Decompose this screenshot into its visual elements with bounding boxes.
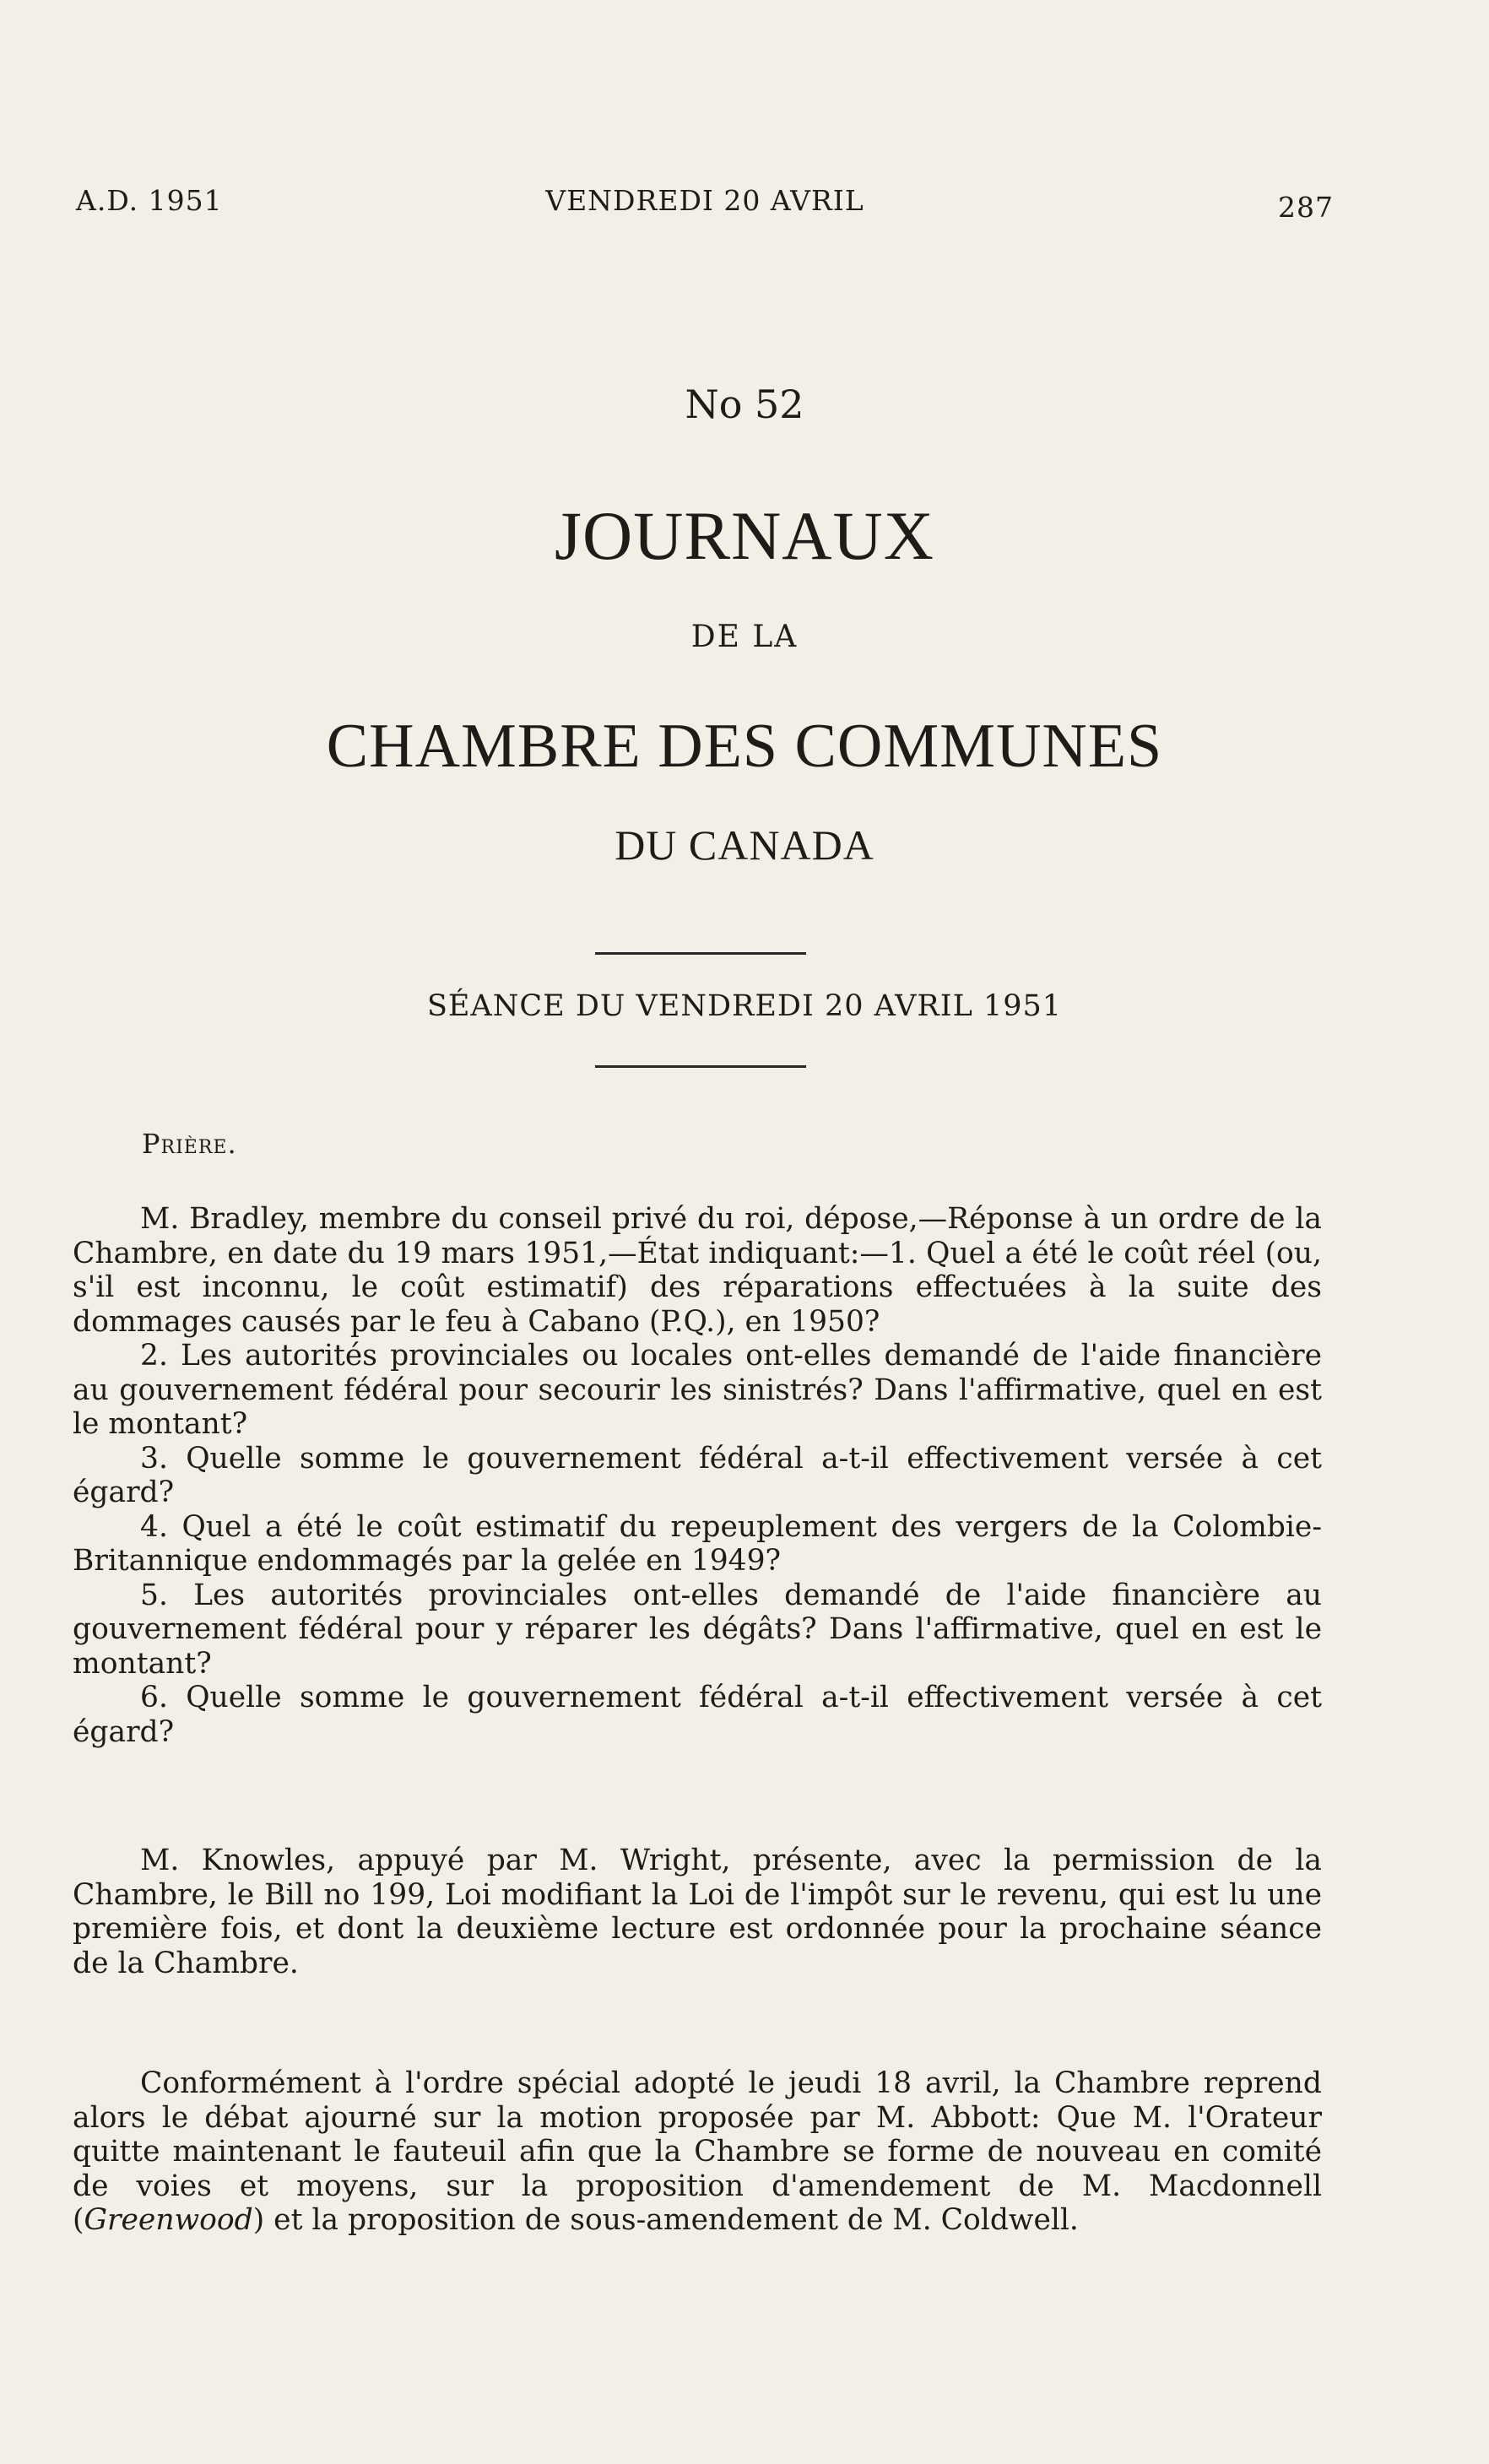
page-number: 287 [1278, 191, 1334, 224]
return-question: 3. Quelle somme le gouvernement fédéral a-t-il effectivement versée à cet égard? [73, 1441, 1322, 1509]
return-question: 4. Quel a été le coût estimatif du repeuplement des vergers de la Colombie-Britannique endommagés par la gelée en 1949? [73, 1509, 1322, 1578]
journal-title: JOURNAUX [555, 497, 934, 574]
debate-paragraph [73, 2066, 1322, 2238]
house-name: CHAMBRE DES COMMUNES [326, 712, 1163, 781]
debate-text: Conformément à l'ordre spécial adopté le jeudi 18 avril, la Chambre reprend alors le débat ajourné sur la motion proposée par M. Abbott: Que M. l'Orateur quitte maintenant le fauteuil afin que la Chambre se forme de nouveau en comité de voies et moyens, sur la proposition d'amendement de M. Macdonnell ( [73, 2066, 1322, 2237]
country-name: DU CANADA [615, 821, 874, 869]
prayers-heading: Prière. [142, 1128, 237, 1160]
riding-name: Greenwood [84, 2203, 253, 2237]
header-year: A.D. 1951 [76, 184, 223, 217]
running-header [76, 184, 1334, 226]
debate-section [73, 2066, 1322, 2238]
return-tabled-section [73, 1202, 1322, 1749]
divider-rule [595, 952, 806, 955]
return-paragraph: M. Bradley, membre du conseil privé du roi, dépose,—Réponse à un ordre de la Chambre, en date du 19 mars 1951,—État indiquant:—1. Quel a été le coût réel (ou, s'il est inconnu, le coût estimatif) des réparations effectuées à la suite des dommages causés par le feu à Cabano (P.Q.), en 1950? [73, 1202, 1322, 1339]
debate-text-end: ) et la proposition de sous-amendement de M. Coldwell. [252, 2203, 1079, 2237]
title-connector: DE LA [690, 620, 799, 654]
divider-rule [595, 1065, 806, 1068]
bill-introduction-section [73, 1844, 1322, 1980]
header-date: VENDREDI 20 AVRIL [545, 184, 864, 217]
bill-paragraph: M. Knowles, appuyé par M. Wright, présente, avec la permission de la Chambre, le Bill no 199, Loi modifiant la Loi de l'impôt sur le revenu, qui est lu une première fois, et dont la deuxième lecture est ordonnée pour la prochaine séance de la Chambre. [73, 1844, 1322, 1980]
return-question: 6. Quelle somme le gouvernement fédéral a-t-il effectivement versée à cet égard? [73, 1681, 1322, 1749]
issue-number: No 52 [685, 382, 804, 427]
return-question: 5. Les autorités provinciales ont-elles demandé de l'aide financière au gouvernement fédéral pour y réparer les dégâts? Dans l'affirmative, quel en est le montant? [73, 1578, 1322, 1681]
return-question: 2. Les autorités provinciales ou locales ont-elles demandé de l'aide financière au gouvernement fédéral pour secourir les sinistrés? Dans l'affirmative, quel en est le montant? [73, 1339, 1322, 1441]
sitting-heading: SÉANCE DU VENDREDI 20 AVRIL 1951 [426, 989, 1063, 1023]
